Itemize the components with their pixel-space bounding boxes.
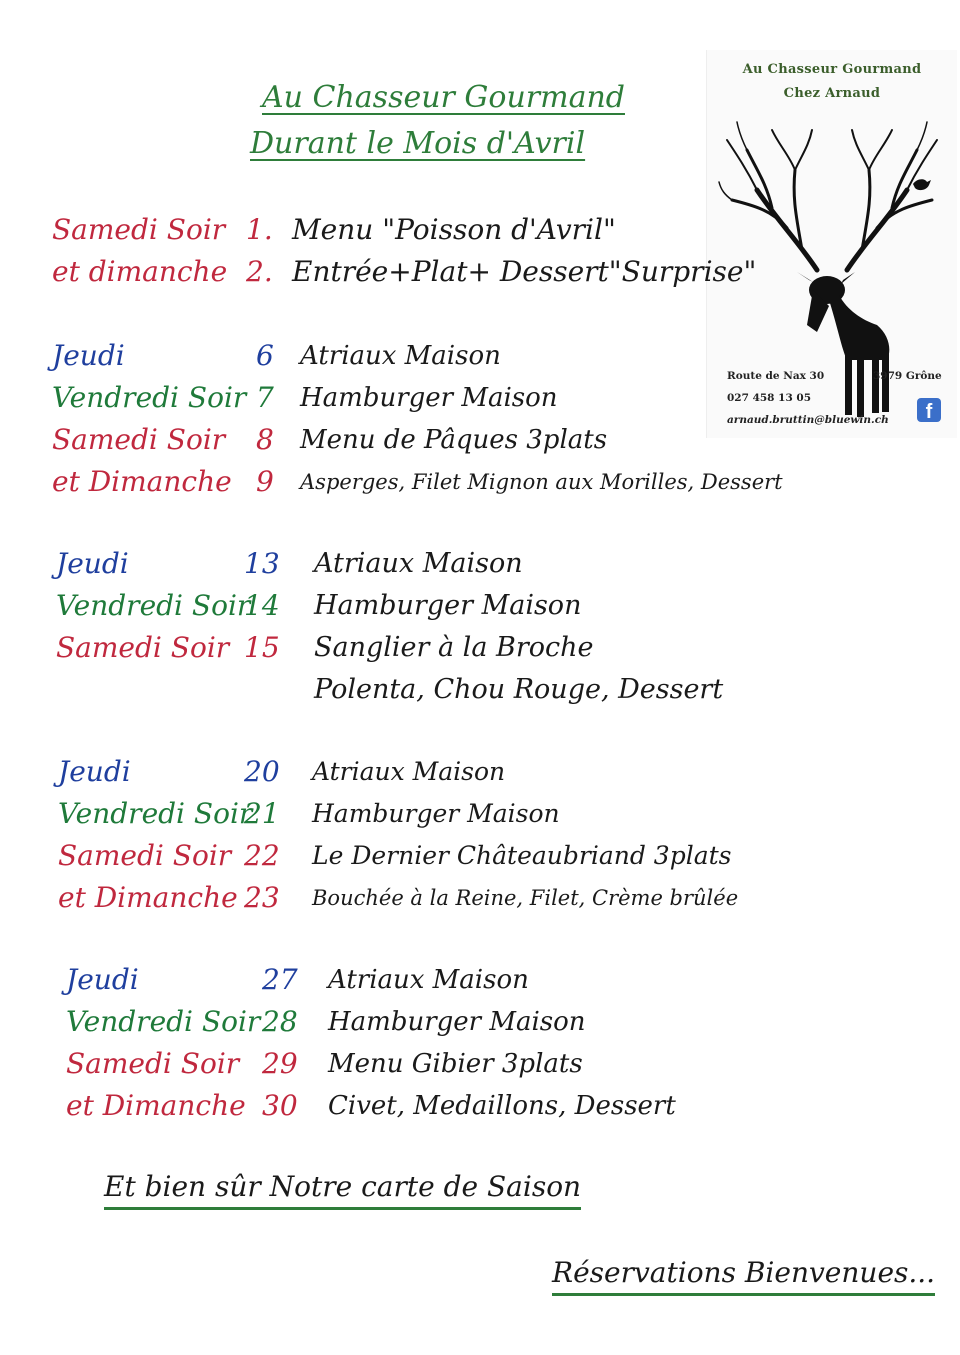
menu-date-number: 9 (256, 465, 274, 498)
menu-dish: Entrée+Plat+ Dessert"Surprise" (292, 255, 757, 288)
logo-owner-name: Chez Arnaud (783, 86, 881, 101)
menu-dish: Menu de Pâques 3plats (300, 425, 608, 455)
menu-day: et Dimanche (52, 465, 232, 498)
menu-day: Vendredi Soir (52, 381, 247, 414)
menu-dish: Menu Gibier 3plats (328, 1049, 583, 1079)
reservations-note: Réservations Bienvenues... (552, 1256, 935, 1296)
menu-dish: Asperges, Filet Mignon aux Morilles, Dessert (300, 470, 783, 494)
logo-restaurant-name: Au Chasseur Gourmand (742, 62, 922, 77)
menu-day: Vendredi Soir (58, 797, 253, 830)
menu-dish: Bouchée à la Reine, Filet, Crème brûlée (312, 886, 739, 910)
menu-date-number: 14 (244, 589, 280, 622)
menu-dish: Menu "Poisson d'Avril" (292, 213, 616, 246)
menu-day: et Dimanche (66, 1089, 246, 1122)
menu-date-number: 23 (244, 881, 280, 914)
menu-dish: Civet, Medaillons, Dessert (328, 1091, 676, 1121)
menu-row (0, 878, 960, 918)
menu-row (0, 378, 960, 418)
menu-date-number: 27 (262, 963, 298, 996)
menu-dish: Hamburger Maison (312, 799, 560, 828)
menu-row (0, 794, 960, 834)
menu-date-number: 22 (244, 839, 280, 872)
menu-date-number: 13 (244, 547, 280, 580)
seasonal-menu-note: Et bien sûr Notre carte de Saison (104, 1170, 581, 1210)
menu-row (0, 670, 960, 710)
menu-date-number: 30 (262, 1089, 298, 1122)
menu-dish: Hamburger Maison (300, 383, 558, 413)
bird-icon (913, 179, 931, 190)
menu-row (0, 1002, 960, 1042)
phone-number: 027 458 13 05 (727, 392, 812, 404)
email-address: arnaud.bruttin@bluewin.ch (727, 414, 889, 426)
menu-day: et dimanche (52, 255, 228, 288)
menu-dish: Atriaux Maison (328, 965, 529, 995)
menu-day: Vendredi Soir (56, 589, 251, 622)
menu-day: et Dimanche (58, 881, 238, 914)
menu-dish: Atriaux Maison (312, 757, 506, 786)
menu-date-number: 15 (244, 631, 280, 664)
menu-date-number: 21 (244, 797, 280, 830)
menu-row (0, 462, 960, 502)
menu-day: Samedi Soir (52, 423, 226, 456)
menu-date-number: 1. (246, 213, 273, 246)
menu-row (0, 336, 960, 376)
menu-row (0, 960, 960, 1000)
menu-row (0, 752, 960, 792)
menu-dish: Atriaux Maison (314, 548, 523, 579)
menu-row (0, 628, 960, 668)
address-city: 3979 Grône (873, 370, 942, 382)
menu-date-number: 8 (256, 423, 274, 456)
menu-row (0, 420, 960, 460)
menu-row (0, 1086, 960, 1126)
menu-row (0, 544, 960, 584)
menu-dish: Sanglier à la Broche (314, 632, 594, 663)
menu-row (0, 1044, 960, 1084)
menu-date-number: 6 (256, 339, 274, 372)
menu-dish: Polenta, Chou Rouge, Dessert (314, 674, 724, 705)
menu-dish: Hamburger Maison (328, 1007, 586, 1037)
menu-day: Samedi Soir (58, 839, 232, 872)
menu-row (0, 252, 960, 292)
menu-day: Jeudi (52, 339, 125, 372)
menu-row (0, 836, 960, 876)
menu-day: Samedi Soir (66, 1047, 240, 1080)
menu-day: Jeudi (66, 963, 139, 996)
page-title: Au Chasseur Gourmand (262, 80, 625, 115)
menu-day: Jeudi (56, 547, 129, 580)
menu-date-number: 29 (262, 1047, 298, 1080)
menu-dish: Le Dernier Châteaubriand 3plats (312, 841, 732, 870)
menu-dish: Atriaux Maison (300, 341, 501, 371)
menu-date-number: 28 (262, 1005, 298, 1038)
menu-day: Vendredi Soir (66, 1005, 261, 1038)
menu-date-number: 2. (246, 255, 273, 288)
menu-row (0, 586, 960, 626)
menu-day: Samedi Soir (56, 631, 230, 664)
address-street: Route de Nax 30 (727, 370, 825, 382)
menu-day: Jeudi (58, 755, 131, 788)
menu-dish: Hamburger Maison (314, 590, 582, 621)
menu-date-number: 7 (256, 381, 274, 414)
menu-row (0, 210, 960, 250)
menu-day: Samedi Soir (52, 213, 226, 246)
page-subtitle: Durant le Mois d'Avril (250, 126, 586, 161)
menu-date-number: 20 (244, 755, 280, 788)
facebook-icon: f (917, 398, 941, 422)
